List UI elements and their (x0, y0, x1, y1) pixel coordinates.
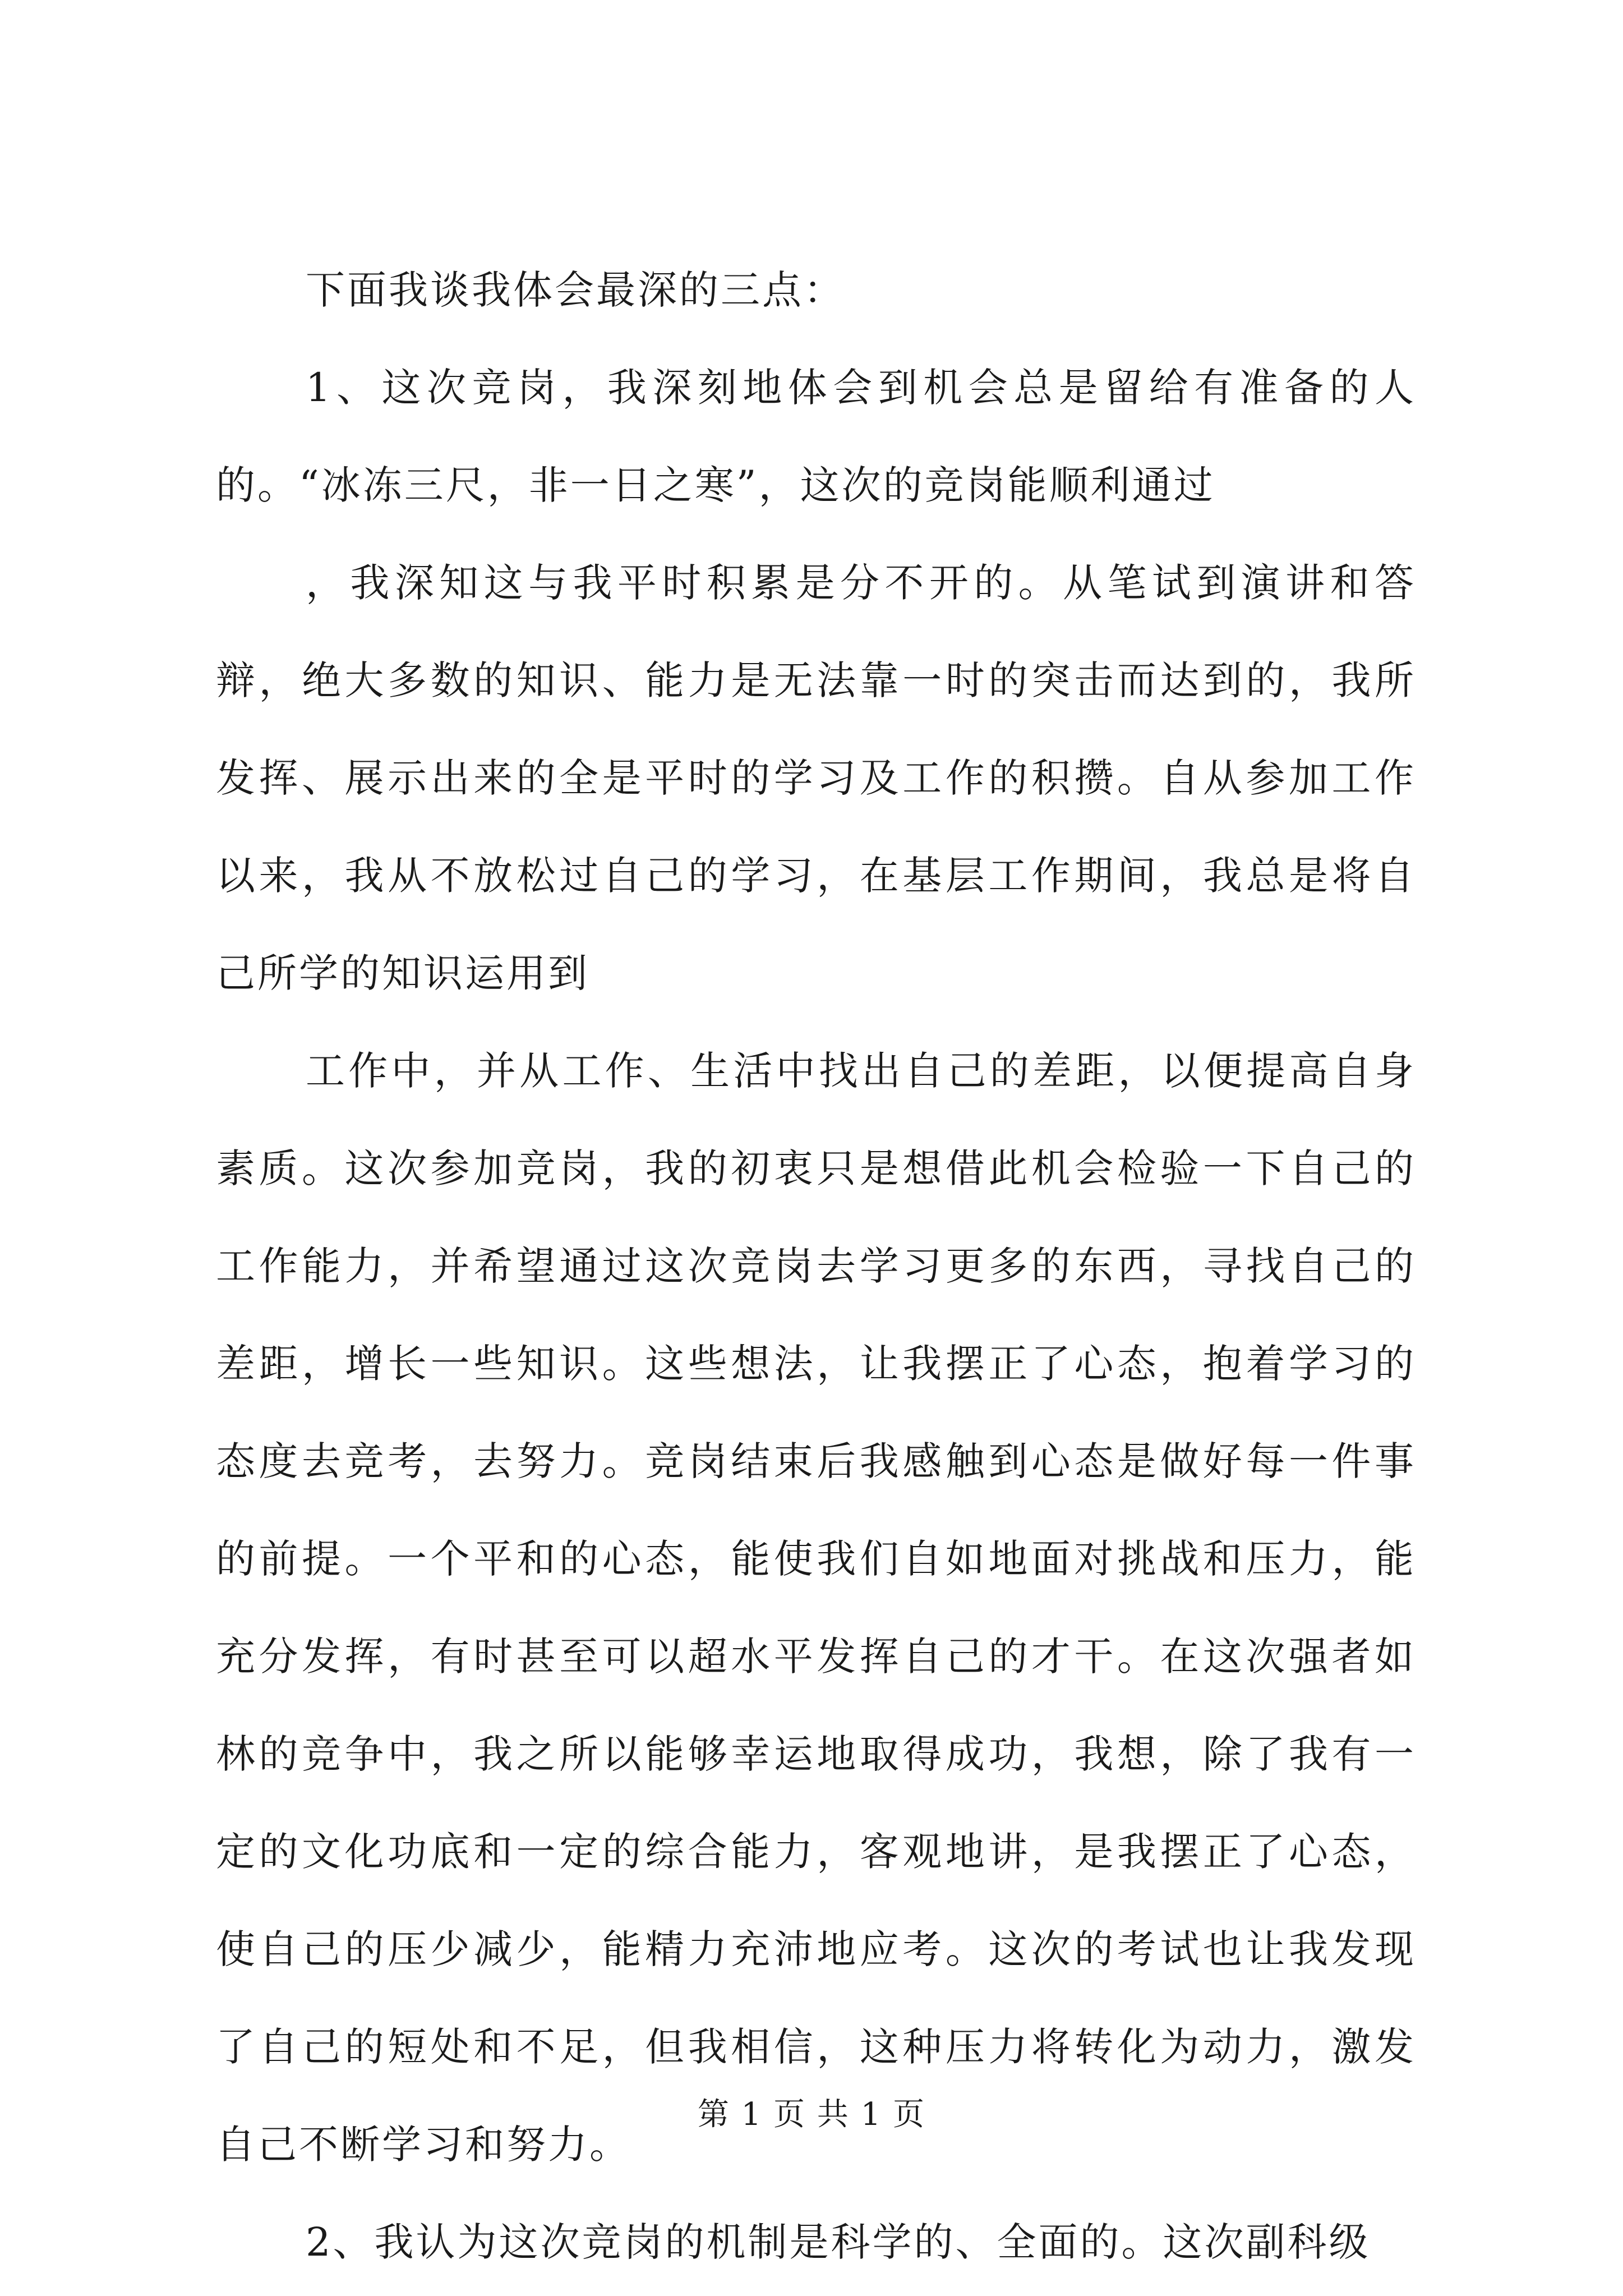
page-number-footer: 第 1 页 共 1 页 (697, 2096, 926, 2133)
paragraph-point-1-continued: ，我深知这与我平时积累是分不开的。从笔试到演讲和答辩，绝大多数的知识、能力是无法靠一时的突击而达到的，我所发挥、展示出来的全是平时的学习及工作的积攒。自从参加工作以来，我从不放松过自己的学习，在基层工作期间，我总是将自己所学的知识运用到 (216, 560, 1416, 996)
document-body (216, 241, 1416, 2291)
paragraph-point-1-detail: 工作中，并从工作、生活中找出自己的差距，以便提高自身素质。这次参加竞岗，我的初衷只是想借此机会检验一下自己的工作能力，并希望通过这次竞岗去学习更多的东西，寻找自己的差距，增长一些知识。这些想法，让我摆正了心态，抱着学习的态度去竞考，去努力。竞岗结束后我感触到心态是做好每一件事的前提。一个平和的心态，能使我们自如地面对挑战和压力，能充分发挥，有时甚至可以超水平发挥自己的才干。在这次强者如林的竞争中，我之所以能够幸运地取得成功，我想，除了我有一定的文化功底和一定的综合能力，客观地讲，是我摆正了心态，使自己的压少减少，能精力充沛地应考。这次的考试也让我发现了自己的短处和不足，但我相信，这种压力将转化为动力，激发自己不断学习和努力。 (216, 1048, 1416, 2168)
paragraph-point-1: 1、这次竞岗，我深刻地体会到机会总是留给有准备的人的。“冰冻三尺，非一日之寒”，这次的竞岗能顺利通过 (216, 365, 1416, 508)
paragraph-intro: 下面我谈我体会最深的三点： (306, 267, 845, 313)
paragraph-point-2: 2、我认为这次竞岗的机制是科学的、全面的。这次副科级 (306, 2219, 1371, 2265)
